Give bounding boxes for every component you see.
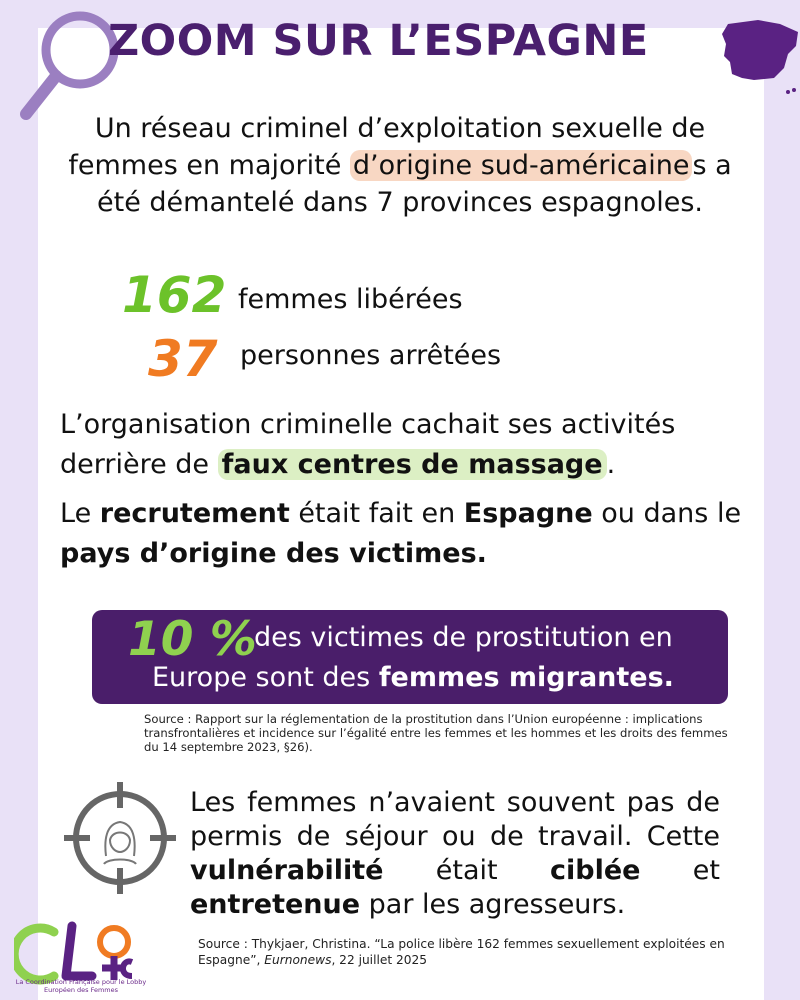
intro-paragraph: Un réseau criminel d’exploitation sexuelle de femmes en majorité d’origine sud-américaine s a été démantelé dans 7 provinces espagnoles. [68,113,732,218]
recruitment-paragraph: Le recrutement était fait en Espagne ou dans le pays d’origine des victimes. [60,498,742,569]
callout-percent: 10 % [128,612,257,667]
stat-label-freed: femmes libérées [238,284,463,315]
massage-highlight: faux centres de massage [218,449,607,480]
spain-map-icon [718,16,800,96]
stat-number-arrested: 37 [148,330,218,388]
vulnerability-paragraph: Les femmes n’avaient souvent pas de permis de séjour ou de travail. Cette vulnérabilité était ciblée et entretenue par les agresseurs. [190,787,721,920]
callout-line2: Europe sont des femmes migrantes. [152,662,674,693]
page-title: ZOOM SUR L’ESPAGNE [108,16,649,66]
logo-caption: La Coordination Française pour le Lobby Européen des Femmes [15,978,147,994]
origin-highlight: d’origine sud-américaine [350,150,693,181]
stat-number-freed: 162 [122,266,227,324]
stat-label-arrested: personnes arrêtées [240,340,502,371]
callout-line1: des victimes de prostitution en [254,622,673,653]
source-euronews: Source : Thykjaer, Christina. “La police libère 162 femmes sexuellement exploitées en Espagne”, Eurnonews, 22 juillet 2025 [198,937,725,967]
massage-centers-paragraph: L’organisation criminelle cachait ses activités derrière de faux centres de massage . [60,409,676,480]
source-eu-report: Source : Rapport sur la réglementation de la prostitution dans l’Union européenne : implications transfrontalières et incidence sur l’égalité entre les femmes et les hommes et les droits des femmes du 14 septembre 2023, §26). [144,712,728,754]
crosshair-target-icon [60,778,180,898]
